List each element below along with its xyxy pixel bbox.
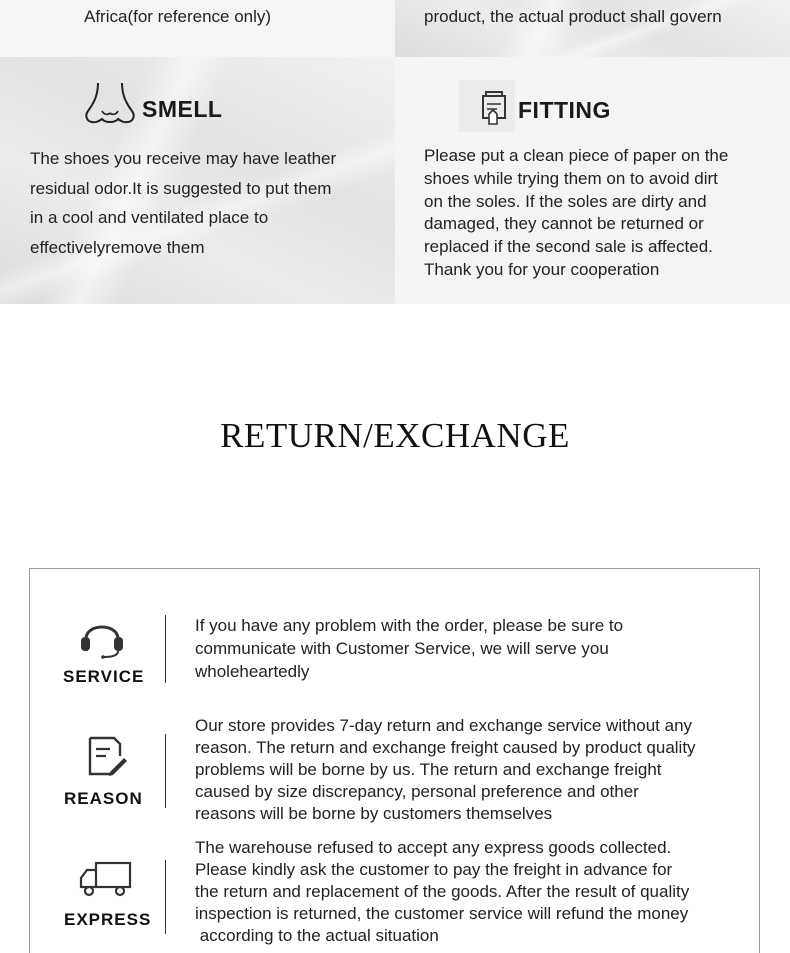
- fitting-icon-bg: [459, 80, 515, 132]
- top-strip-left-text: Africa(for reference only): [84, 7, 272, 26]
- fitting-title: FITTING: [518, 97, 611, 123]
- fitting-line: Thank you for your cooperation: [424, 259, 660, 279]
- reason-label: REASON: [64, 789, 143, 808]
- truck-icon: [78, 860, 134, 905]
- reason-line: Our store provides 7-day return and exchange service without any: [195, 716, 693, 735]
- reason-line: caused by size discrepancy, personal preference and other: [195, 782, 639, 801]
- fitting-panel: [395, 57, 790, 304]
- express-text: [195, 837, 755, 947]
- reason-line: reason. The return and exchange freight caused by product quality: [195, 738, 696, 757]
- service-line: communicate with Customer Service, we will serve you: [195, 639, 609, 658]
- nose-icon: [84, 81, 136, 132]
- express-line: Please kindly ask the customer to pay the freight in advance for: [195, 860, 673, 879]
- express-divider: [165, 860, 166, 934]
- smell-line: in a cool and ventilated place to: [30, 208, 269, 227]
- fitting-line: replaced if the second sale is affected.: [424, 237, 713, 257]
- smell-line: The shoes you receive may have leather: [30, 149, 337, 168]
- reason-text: [195, 715, 755, 825]
- fitting-line: shoes while trying them on to avoid dirt: [424, 168, 718, 188]
- reason-line: reasons will be borne by customers themselves: [195, 804, 553, 823]
- service-line: If you have any problem with the order, please be sure to: [195, 616, 624, 635]
- return-exchange-title: RETURN/EXCHANGE: [220, 416, 570, 455]
- smell-description: [30, 144, 336, 262]
- express-line: The warehouse refused to accept any express goods collected.: [195, 838, 672, 857]
- fitting-line: Please put a clean piece of paper on the: [424, 146, 729, 165]
- top-strip-right-text: product, the actual product shall govern: [424, 7, 722, 26]
- document-edit-icon: [86, 736, 130, 783]
- service-label: SERVICE: [63, 667, 145, 686]
- fitting-line: damaged, they cannot be returned or: [424, 214, 704, 234]
- smell-title: SMELL: [142, 96, 223, 122]
- fitting-line: on the soles. If the soles are dirty and: [424, 191, 707, 211]
- express-line: inspection is returned, the customer service will refund the money: [195, 904, 689, 923]
- smell-panel: [0, 57, 395, 304]
- fitting-description: [424, 145, 728, 282]
- reason-divider: [165, 734, 166, 808]
- top-strip-right: [395, 0, 790, 57]
- top-strip-left: [0, 0, 395, 57]
- smell-line: residual odor.It is suggested to put them: [30, 178, 332, 198]
- service-divider: [165, 615, 166, 683]
- headset-icon: [78, 613, 126, 664]
- smell-line: effectivelyremove them: [30, 237, 205, 257]
- reason-line: problems will be borne by us. The return and exchange freight: [195, 760, 662, 779]
- express-label: EXPRESS: [64, 910, 152, 929]
- return-policy-box: [29, 568, 760, 953]
- express-line: according to the actual situation: [195, 926, 439, 945]
- shirt-fitting-icon: [459, 80, 515, 132]
- express-line: the return and replacement of the goods. After the result of quality: [195, 882, 690, 901]
- service-text: [195, 614, 755, 683]
- service-line: wholeheartedly: [195, 662, 310, 681]
